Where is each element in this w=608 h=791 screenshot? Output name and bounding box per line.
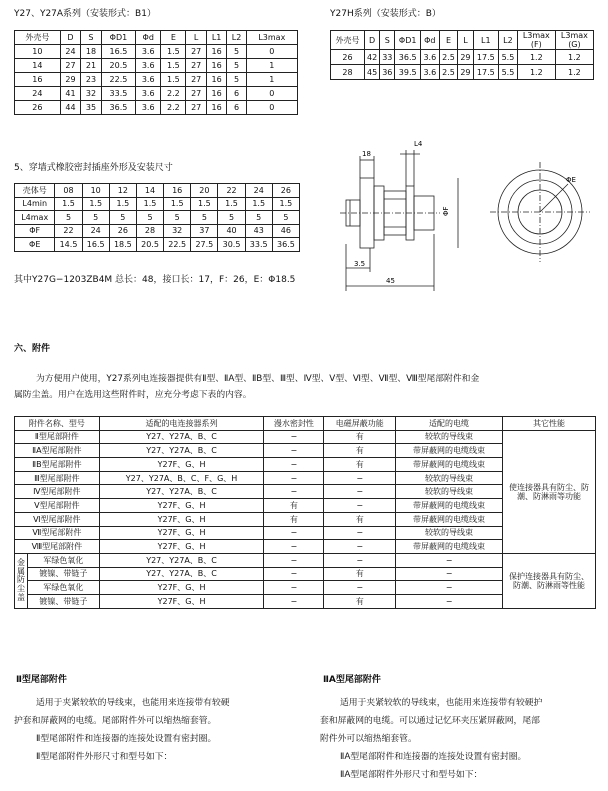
right-col-title: ⅡA型尾部附件: [323, 675, 381, 685]
table-cell: Y27F、G、H: [99, 540, 264, 554]
table-cell: Ⅱ型尾部附件: [15, 430, 100, 444]
table-cell: 41: [60, 87, 80, 101]
table-cell: 军绿色氧化: [28, 581, 100, 595]
table-cell: Y27、Y27A、B、C: [99, 567, 264, 581]
table-cell: 镀镍、带链子: [28, 594, 100, 608]
table-cell: Ⅲ型尾部附件: [15, 471, 100, 485]
table-cell: 16: [206, 87, 226, 101]
table-cell: 28: [136, 224, 163, 238]
other-performance-cell: 保护连接器具有防尘、防潮、防淋雨等性能: [503, 553, 596, 608]
table-cell: 20.5: [101, 59, 135, 73]
table-cell: 33: [380, 50, 395, 65]
table-cell: 5: [245, 211, 272, 225]
header-cell: 26: [272, 184, 299, 198]
table-cell: 较软的导线束: [396, 471, 503, 485]
table-cell: 1.2: [555, 50, 593, 65]
table-cell: 3.6: [136, 101, 161, 115]
other-performance-cell: 使连接器具有防尘、防潮、防淋雨等功能: [503, 430, 596, 553]
table-cell: 36.5: [272, 238, 299, 252]
table-cell: 1.5: [136, 197, 163, 211]
table-cell: −: [396, 594, 503, 608]
table-cell: Y27、Y27A、B、C: [99, 444, 264, 458]
table-cell: Y27、Y27A、B、C: [99, 430, 264, 444]
table-cell: ⅡB型尾部附件: [15, 458, 100, 472]
table-cell: 有: [264, 499, 324, 513]
table-cell: 带屏蔽网的电缆线束: [396, 444, 503, 458]
table-cell: 45: [365, 65, 380, 80]
table-cell: 0: [246, 101, 297, 115]
header-cell: ΦD1: [101, 31, 135, 45]
table-cell: 1.5: [161, 73, 186, 87]
table-cell: 3.6: [420, 65, 439, 80]
table-cell: 1.5: [245, 197, 272, 211]
table-cell: 43: [245, 224, 272, 238]
table-cell: 22.5: [164, 238, 191, 252]
header-cell: D: [60, 31, 80, 45]
table-cell: 有: [324, 444, 396, 458]
table-cell: −: [396, 581, 503, 595]
header-cell: 08: [55, 184, 82, 198]
table-row: [15, 73, 298, 87]
table-row: [15, 224, 300, 238]
header-cell: 外壳号: [15, 31, 61, 45]
table-cell: 32: [164, 224, 191, 238]
table-cell: −: [264, 553, 324, 567]
table-cell: 27: [186, 45, 206, 59]
dim-e: ΦE: [566, 176, 576, 184]
table-cell: −: [264, 540, 324, 554]
table-cell: 5: [227, 45, 246, 59]
table-cell: 27: [186, 73, 206, 87]
section6-title: 六、附件: [14, 344, 51, 354]
table-cell: 29: [458, 50, 473, 65]
header-cell: 附件名称、型号: [15, 417, 100, 431]
table-cell: Ⅵ型尾部附件: [15, 512, 100, 526]
header-cell: L2: [227, 31, 246, 45]
table-cell: 3.6: [136, 45, 161, 59]
table-cell: 1.5: [191, 197, 218, 211]
table-cell: 军绿色氧化: [28, 553, 100, 567]
table-cell: 33.5: [245, 238, 272, 252]
header-cell: 其它性能: [503, 417, 596, 431]
table-cell: 22.5: [101, 73, 135, 87]
table-cell: 21: [81, 59, 101, 73]
table-cell: 23: [81, 73, 101, 87]
table-cell: L4min: [15, 197, 55, 211]
header-cell: 20: [191, 184, 218, 198]
right-col-p1b: 套和屏蔽网的电缆。可以通过记忆环夹压紧屏蔽网，尾部: [320, 716, 540, 726]
table-cell: 有: [324, 594, 396, 608]
table-cell: 14: [15, 59, 61, 73]
table-cell: −: [264, 567, 324, 581]
table-cell: 6: [227, 101, 246, 115]
table-cell: 36.5: [101, 101, 135, 115]
table-cell: 27: [186, 87, 206, 101]
table-cell: Y27F、G、H: [99, 594, 264, 608]
table-cell: Y27、Y27A、B、C: [99, 553, 264, 567]
header-cell: 22: [218, 184, 245, 198]
table-cell: −: [264, 444, 324, 458]
table-cell: 2.2: [161, 101, 186, 115]
table-cell: 36: [380, 65, 395, 80]
table-cell: 24: [15, 87, 61, 101]
table-cell: 带屏蔽网的电缆线束: [396, 458, 503, 472]
table-cell: 30.5: [218, 238, 245, 252]
table-cell: 24: [60, 45, 80, 59]
header-cell: D: [365, 31, 380, 50]
table-cell: 较软的导线束: [396, 485, 503, 499]
header-cell: L3max (G): [555, 31, 593, 50]
table-cell: Y27F、G、H: [99, 458, 264, 472]
table-cell: 1.5: [161, 45, 186, 59]
table-cell: −: [264, 581, 324, 595]
table-cell: −: [264, 526, 324, 540]
table-cell: 镀镍、带链子: [28, 567, 100, 581]
table-cell: 46: [272, 224, 299, 238]
table-cell: Ⅶ型尾部附件: [15, 526, 100, 540]
header-cell: 电磁屏蔽功能: [324, 417, 396, 431]
table-cell: 5.5: [499, 50, 518, 65]
table-cell: L4max: [15, 211, 55, 225]
table-cell: Y27、Y27A、B、C: [99, 485, 264, 499]
table1: [14, 30, 298, 115]
table-cell: 26: [15, 101, 61, 115]
header-cell: E: [161, 31, 186, 45]
header-cell: L1: [206, 31, 226, 45]
table-cell: ΦF: [15, 224, 55, 238]
table-cell: 3.6: [420, 50, 439, 65]
table-cell: 有: [324, 567, 396, 581]
table-cell: 1.2: [517, 65, 555, 80]
table-cell: 有: [264, 512, 324, 526]
table-cell: 5: [272, 211, 299, 225]
section6-intro-1: 为方便用户使用，Y27系列电连接器提供有Ⅱ型、ⅡA型、ⅡB型、Ⅲ型、Ⅳ型、Ⅴ型、Ⅵ型、Ⅶ型、Ⅷ型尾部附件和金: [36, 374, 480, 384]
connector-drawing: [340, 136, 600, 301]
table-cell: −: [324, 499, 396, 513]
table-cell: −: [324, 553, 396, 567]
table-cell: 有: [324, 458, 396, 472]
table-cell: 1.5: [164, 197, 191, 211]
table-cell: Y27F、G、H: [99, 526, 264, 540]
header-cell: L1: [473, 31, 499, 50]
table-row: [331, 65, 594, 80]
table-cell: 16: [206, 59, 226, 73]
table-cell: 1.2: [517, 50, 555, 65]
table-cell: Ⅴ型尾部附件: [15, 499, 100, 513]
table-cell: 29: [458, 65, 473, 80]
left-col-p1: 适用于夹紧较软的导线束，也能用来连接带有较硬: [36, 698, 230, 708]
table-cell: 2.5: [439, 50, 458, 65]
table1-title: Y27、Y27A系列（安装形式：B1）: [14, 9, 156, 19]
section5-note: 其中Y27G−1203ZB4M 总长：48，接口长：17，F：26，E：Φ18.5: [14, 275, 296, 285]
table-cell: 18.5: [109, 238, 136, 252]
table-cell: 5: [164, 211, 191, 225]
right-col-p3: ⅡA型尾部附件外形尺寸和型号如下：: [340, 770, 483, 780]
table-cell: 带屏蔽网的电缆线束: [396, 499, 503, 513]
table-row: [15, 553, 596, 567]
table-cell: 17.5: [473, 65, 499, 80]
table-cell: 有: [324, 512, 396, 526]
table-cell: 27: [186, 59, 206, 73]
table-cell: 1.5: [55, 197, 82, 211]
header-cell: L: [186, 31, 206, 45]
header-cell: Φd: [136, 31, 161, 45]
header-cell: 10: [82, 184, 109, 198]
section5-table: [14, 183, 300, 252]
header-cell: S: [81, 31, 101, 45]
table-cell: −: [324, 526, 396, 540]
table-cell: 5: [227, 59, 246, 73]
table-row: [15, 101, 298, 115]
table-cell: 32: [81, 87, 101, 101]
table-cell: 有: [324, 430, 396, 444]
table-header-row: [331, 31, 594, 50]
dim-f: ΦF: [442, 206, 450, 216]
header-cell: L2: [499, 31, 518, 50]
table-cell: 5: [136, 211, 163, 225]
header-cell: 外壳号: [331, 31, 365, 50]
table-cell: 16.5: [82, 238, 109, 252]
table-cell: 1.5: [82, 197, 109, 211]
dim-45: 45: [386, 277, 395, 285]
table-cell: 1.2: [555, 65, 593, 80]
table-cell: 24: [82, 224, 109, 238]
table-cell: 18: [81, 45, 101, 59]
table-cell: 16: [206, 101, 226, 115]
table-cell: 较软的导线束: [396, 526, 503, 540]
table-cell: −: [396, 553, 503, 567]
left-col-p2: Ⅱ型尾部附件和连接器的连接处设置有密封圈。: [36, 734, 217, 744]
table-row: [15, 430, 596, 444]
header-cell: 12: [109, 184, 136, 198]
table-cell: 33.5: [101, 87, 135, 101]
table-cell: 较软的导线束: [396, 430, 503, 444]
right-col-p1: 适用于夹紧较软的导线束，也能用来连接带有较硬护: [340, 698, 543, 708]
header-cell: 壳体号: [15, 184, 55, 198]
cover-group-cell: 金属防尘盖: [15, 553, 28, 608]
header-cell: 14: [136, 184, 163, 198]
table-header-row: [15, 31, 298, 45]
table-cell: 20.5: [136, 238, 163, 252]
table-cell: 1.5: [272, 197, 299, 211]
table-cell: 2.2: [161, 87, 186, 101]
table-cell: 26: [109, 224, 136, 238]
dim-3-5: 3.5: [354, 260, 366, 268]
table-cell: −: [264, 485, 324, 499]
table-cell: Y27F、G、H: [99, 512, 264, 526]
table-cell: 6: [227, 87, 246, 101]
section5-title: 5、穿墙式橡胶密封插座外形及安装尺寸: [14, 163, 173, 173]
table-row: [15, 238, 300, 252]
table-cell: 1.5: [109, 197, 136, 211]
table-cell: 3.6: [136, 59, 161, 73]
table-cell: 1.5: [218, 197, 245, 211]
table-cell: 0: [246, 87, 297, 101]
table-cell: −: [324, 485, 396, 499]
table-cell: 29: [60, 73, 80, 87]
table-cell: 2.5: [439, 65, 458, 80]
table-row: [15, 87, 298, 101]
header-cell: L3max: [246, 31, 297, 45]
table-cell: 5: [191, 211, 218, 225]
table-cell: 1.5: [161, 59, 186, 73]
table-cell: 27: [186, 101, 206, 115]
table-cell: Y27F、G、H: [99, 581, 264, 595]
table-cell: 带屏蔽网的电缆线束: [396, 512, 503, 526]
header-cell: E: [439, 31, 458, 50]
dim-l4: L4: [414, 140, 423, 148]
header-cell: L: [458, 31, 473, 50]
table-cell: ⅡA型尾部附件: [15, 444, 100, 458]
table-cell: 27.5: [191, 238, 218, 252]
table-cell: 5: [82, 211, 109, 225]
left-col-p3: Ⅱ型尾部附件外形尺寸和型号如下：: [36, 752, 173, 762]
table-cell: 带屏蔽网的电缆线束: [396, 540, 503, 554]
table-cell: −: [264, 430, 324, 444]
table-row: [15, 211, 300, 225]
section6-intro-2: 属防尘盖。用户在选用这些附件时，应充分考虑下表的内容。: [14, 390, 252, 400]
header-cell: S: [380, 31, 395, 50]
table-cell: −: [264, 594, 324, 608]
table-cell: 22: [55, 224, 82, 238]
dim-18: 18: [362, 150, 371, 158]
table-cell: 44: [60, 101, 80, 115]
table-cell: 3.6: [136, 73, 161, 87]
right-col-p1c: 附件外可以缩热缩套管。: [320, 734, 417, 744]
table-cell: 14.5: [55, 238, 82, 252]
table-cell: 0: [246, 45, 297, 59]
table-row: [15, 45, 298, 59]
table-cell: 5: [55, 211, 82, 225]
table-cell: Ⅳ型尾部附件: [15, 485, 100, 499]
table-cell: 17.5: [473, 50, 499, 65]
table-cell: −: [264, 458, 324, 472]
table-cell: 42: [365, 50, 380, 65]
table-cell: Y27、Y27A、B、C、F、G、H: [99, 471, 264, 485]
table-row: [331, 50, 594, 65]
table-cell: −: [324, 471, 396, 485]
table-cell: −: [324, 540, 396, 554]
table-cell: 5: [218, 211, 245, 225]
table-cell: 1: [246, 59, 297, 73]
table-header-row: [15, 184, 300, 198]
table-cell: Ⅷ型尾部附件: [15, 540, 100, 554]
table-cell: 37: [191, 224, 218, 238]
header-cell: 适配的电缆: [396, 417, 503, 431]
table-cell: Y27F、G、H: [99, 499, 264, 513]
table-cell: ΦE: [15, 238, 55, 252]
table-cell: 5.5: [499, 65, 518, 80]
table-cell: 16.5: [101, 45, 135, 59]
table-cell: 3.6: [136, 87, 161, 101]
table-cell: 16: [206, 73, 226, 87]
table-cell: −: [396, 567, 503, 581]
table-cell: 40: [218, 224, 245, 238]
header-cell: 24: [245, 184, 272, 198]
table-cell: 16: [15, 73, 61, 87]
table-row: [15, 197, 300, 211]
right-col-p2: ⅡA型尾部附件和连接器的连接处设置有密封圈。: [340, 752, 527, 762]
header-cell: 16: [164, 184, 191, 198]
header-cell: 适配的电连接器系列: [99, 417, 264, 431]
table-cell: 28: [331, 65, 365, 80]
header-cell: ΦD1: [395, 31, 421, 50]
table-cell: 1: [246, 73, 297, 87]
header-cell: 漫水密封性: [264, 417, 324, 431]
left-col-title: Ⅱ型尾部附件: [16, 675, 67, 685]
table-cell: 26: [331, 50, 365, 65]
table-cell: −: [264, 471, 324, 485]
table-header-row: [15, 417, 596, 431]
header-cell: Φd: [420, 31, 439, 50]
accessory-table: [14, 416, 596, 609]
table-cell: 27: [60, 59, 80, 73]
header-cell: L3max (F): [517, 31, 555, 50]
table-cell: 5: [227, 73, 246, 87]
table-cell: 5: [109, 211, 136, 225]
table-row: [15, 59, 298, 73]
table2: [330, 30, 594, 80]
table-cell: 35: [81, 101, 101, 115]
table-cell: 10: [15, 45, 61, 59]
table2-title: Y27H系列（安装形式：B）: [330, 9, 441, 19]
table-cell: −: [324, 581, 396, 595]
left-col-p1b: 护套和屏蔽网的电缆。尾部附件外可以缩热缩套管。: [14, 716, 217, 726]
table-cell: 39.5: [395, 65, 421, 80]
table-cell: 16: [206, 45, 226, 59]
table-cell: 36.5: [395, 50, 421, 65]
